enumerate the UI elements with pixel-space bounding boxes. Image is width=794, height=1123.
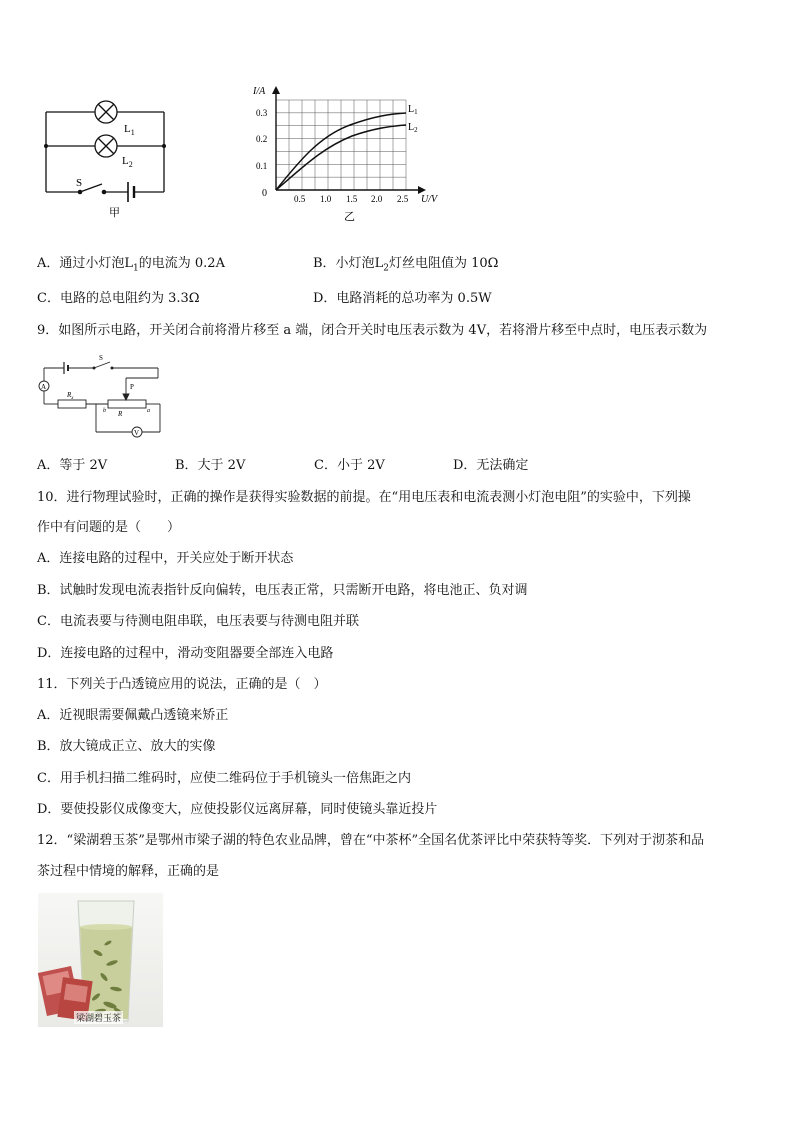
q10-stem-line2: 作中有问题的是（ ） [37,520,181,535]
resistor-rx-label: $R_x$ [67,391,74,401]
resistor-r-label: R [118,410,123,418]
q11-option-d: D．要使投影仪成像变大，应使投影仪远离屏幕，同时使镜头靠近投片 [37,802,438,817]
voltmeter-label: V [134,429,140,437]
circuit-diagram-q9 [36,350,166,442]
q11-option-a: A．近视眼需要佩戴凸透镜来矫正 [37,708,229,723]
q10-option-c: C．电流表要与待测电阻串联，电压表要与待测电阻并联 [37,614,359,629]
tea-glass-illustration [38,893,163,1027]
photo-caption: 梁湖碧玉茶 [74,1011,123,1024]
iu-graph-yi [240,80,450,228]
q10-stem-line1: 10．进行物理试验时，正确的操作是获得实验数据的前提。在“用电压表和电流表测小灯泡电阻”的实验中，下列操 [37,490,691,505]
x-axis-label: U/V [421,194,438,205]
y-tick-0-3: 0.3 [256,108,268,118]
x-tick-1-5: 1.5 [346,194,358,204]
slider-p-label: P [130,383,134,391]
x-tick-2-5: 2.5 [397,194,409,204]
q8-option-d: D．电路消耗的总功率为 0.5W [313,291,492,306]
q9-option-d: D．无法确定 [453,458,529,473]
curve-l1-label: $L_1$ [408,104,418,116]
graph-grid [276,100,406,190]
q10-option-a: A．连接电路的过程中，开关应处于断开状态 [37,551,294,566]
q12-stem-line1: 12．“梁湖碧玉茶”是鄂州市梁子湖的特色农业品牌，曾在“中茶杯”全国名优茶评比中荣获特等奖．下列对于沏茶和品 [37,833,705,848]
q11-option-b: B．放大镜成正立、放大的实像 [37,739,216,754]
q10-option-b: B．试触时发现电流表指针反向偏转，电压表正常，只需断开电路，将电池正、负对调 [37,583,528,598]
circuit-diagram-jia [36,92,186,222]
switch-s-label-q9: S [99,354,103,362]
q9-option-a: A．等于 2V [37,458,108,473]
lamp-l1-label: $L_1$ [124,123,135,137]
q9-option-c: C．小于 2V [314,458,385,473]
q11-option-c: C．用手机扫描二维码时，应使二维码位于手机镜头一倍焦距之内 [37,771,411,786]
q11-stem: 11．下列关于凸透镜应用的说法，正确的是（ ） [37,677,327,692]
q8-option-c: C．电路的总电阻约为 3.3Ω [37,291,200,306]
q8-option-a: A．通过小灯泡$L_1$的电流为 0.2A [37,256,225,274]
end-a-label: a [147,408,150,414]
tea-photo [38,893,163,1027]
switch-s-label: S [76,177,83,189]
q9-stem: 9．如图所示电路，开关闭合前将滑片移至 a 端，闭合开关时电压表示数为 4V，若将滑片移至中点时，电压表示数为 [37,323,708,338]
y-tick-0-2: 0.2 [256,134,268,144]
y-axis-label: I/A [253,86,266,97]
figure-caption-jia: 甲 [109,207,120,219]
x-tick-2-0: 2.0 [371,194,383,204]
x-tick-0-5: 0.5 [294,194,306,204]
q8-option-b: B．小灯泡$L_2$灯丝电阻值为 10Ω [313,256,499,274]
q9-option-b: B．大于 2V [175,458,246,473]
curve-l2-label: $L_2$ [408,122,418,134]
ammeter-label: A [41,383,47,391]
figure-caption-yi: 乙 [344,211,355,223]
y-tick-0-1: 0.1 [256,161,268,171]
lamp-l2-label: $L_2$ [122,155,133,169]
q10-option-d: D．连接电路的过程中，滑动变阻器要全部连入电路 [37,646,334,661]
end-b-label: b [103,408,106,414]
x-tick-1-0: 1.0 [320,194,332,204]
q12-stem-line2: 茶过程中情境的解释，正确的是 [37,864,220,879]
origin-label: 0 [262,188,267,199]
